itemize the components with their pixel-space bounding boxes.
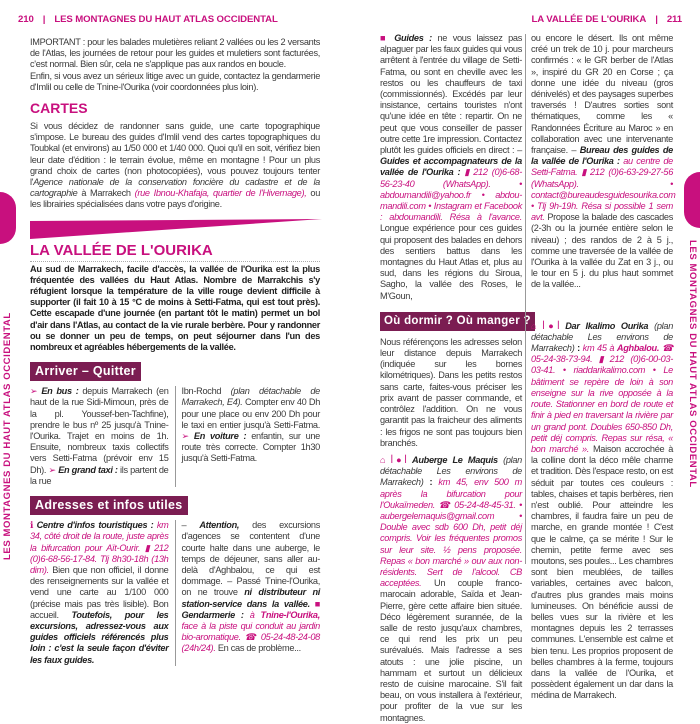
- text-run: ils partent de la rue: [30, 464, 169, 486]
- guides-col1: [380, 33, 522, 302]
- column-divider: [525, 34, 526, 564]
- bullet-icon: ➢: [48, 464, 59, 475]
- page-number-right: 211: [666, 14, 682, 25]
- arriver-heading: Arriver – Quitter: [30, 362, 141, 381]
- text-run: Auberge Le Maquis: [412, 454, 498, 465]
- text-run: Bien que non officiel, il donne des renseignements sur la vallée et vend une carte au 1/100 000 (précise mais pas très lisible). Bon accueil.: [30, 564, 169, 620]
- text-run: Maison accrochée à la colline dont la déco mêle charme et tradition. Dès l'espace resto, on est séduit par toutes ces couleurs : tables, chaises et tapis berbères, rien n'est oublié. Pour atteindre les chambres, il faudra faire un peu de marche, en grande montée ! C'est que le calme, ça se mérite ! Sur le chemin, petite ferme avec ses moutons, ses poules... Les chambres sont bien meublées, de tailles variables, certaines avec balcon, d'autres plus grandes mais moins lumineuses. On bénéficie aussi de belles vues sur la rivière et les montagnes depuis les 2 terrasses communes. L'ensemble est calme et bien tenu. Les proprios proposent de belles chambres à la ferme, toujours dans la vallée de l'Ourika, et possèdent également un dar dans la médina de Marrakech.: [531, 443, 673, 701]
- text-run: :: [423, 477, 439, 488]
- adresses-heading: Adresses et infos utiles: [30, 496, 188, 515]
- text-run: Compter env 40 Dh pour une place ou env 200 Dh pour le taxi en entier jusqu'à Setti-Fatma.: [181, 397, 320, 430]
- text-run: Nous référençons les adresses selon leur distance depuis Marrakech (indiquée sur les bornes kilométriques). Dans les petits restos sans carte, faites-vous préciser les prix avant de passer commande, et contrôlez l'addition. On ne vous garantit pas la fraicheur des aliments : les frigos ne sont pas toujours bien branchés.: [380, 336, 522, 448]
- text-run: Si vous décidez de randonner sans guide, une carte topographique s'impose. Le bureau des guides d'Imlil vend des cartes topographiques du Toubkal (et environs) au 1/50 000 et 1/40 000. Quoi qu'il en soit, vérifiez bien leur date d'édition : le terrain évolue, même en montagne ! Pour un plus grand choix de cartes (non photocopiées), vous pouvez toujours tenter l': [30, 121, 320, 188]
- text-run: (plan détachable Les environs de Marrakech): [380, 454, 522, 488]
- text-run: Gendarmerie :: [181, 609, 244, 620]
- guides-col2: [531, 33, 676, 291]
- text-run: Attention,: [199, 520, 240, 531]
- listing-auberge-le-maquis: [380, 455, 522, 724]
- text-run: km 45 à: [582, 343, 617, 354]
- text-run: Agence nationale de la conservation foncière du cadastre et de la cartographie: [30, 177, 320, 199]
- dormir-heading: Où dormir ? Où manger ?: [380, 312, 535, 331]
- bullet-icon: ⌂ ꟾ●ꟾ: [531, 320, 566, 331]
- text-run: ▮ 212 (0)6-68-56-23-40 (WhatsApp). • abdoumandili@yahoo.fr • abdou-mandili.com • Instagram et Facebook : abdoumandili. Résa à l'avance.: [380, 167, 522, 223]
- text-run: ou encore le désert. Ils ont même créé un trek de 10 j. pour marcheurs confirmés : « le GR berber de l'Atlas », inspiré du GR 20 en Corse ; ça donne une idée du niveau (gros dénivelés) et des paysages superbes traversés ! D'autres sorties sont thématiques, comme les « Randonnées Écriture au Maroc » en collaboration avec une intervenante française. –: [531, 33, 673, 156]
- text-run: Dar Ikalimo Ourika: [565, 320, 649, 331]
- text-run: Enfin, si vous avez un sérieux litige avec un guide, contactez la gendarmerie d'Imlil ou celle de Tnine-l'Ourika (voir coordonnées plus loin).: [30, 70, 320, 92]
- dotted-divider: [30, 261, 320, 262]
- running-header-right: LA VALLÉE DE L'OURIKA: [531, 14, 647, 25]
- column-divider: [175, 520, 176, 666]
- page-number-left: 210: [18, 14, 34, 25]
- cartes-text: [30, 121, 320, 211]
- bullet-icon: ➢: [30, 386, 42, 397]
- text-run: Tnine-l'Ourika,: [260, 609, 320, 620]
- thumb-tab-right: [684, 172, 700, 228]
- text-run: Propose la balade des cascades (2-3h ou la journée entière selon le niveau) ; des randos de 2 à 5 j., comme une traversée de la vallée de l'Ourika à la vallée du Zat en 3 j., ou le tour en 5 j. du plus haut sommet de la vallée...: [531, 212, 673, 290]
- cartes-heading: CARTES: [30, 100, 88, 117]
- text-run: (plan détachable Les environs de Marrakech): [531, 320, 673, 354]
- text-run: Longue expérience pour ces guides qui proposent des balades en dehors des sentiers battus dans les montagnes du Haut Atlas et, plus au sud, dans les régions du Siroua, Sagho, la vallée des Roses, le M'Goun,: [380, 223, 522, 301]
- text-run: (rue Ibnou-Khafaja, quartier de l'Hivernage),: [134, 188, 307, 199]
- text-run: Aghbalou.: [616, 343, 660, 354]
- text-run: En cas de problème...: [215, 643, 301, 654]
- intro-text: [30, 264, 320, 354]
- arriver-col1: [30, 386, 169, 487]
- running-header-left: LES MONTAGNES DU HAUT ATLAS OCCIDENTAL: [54, 14, 278, 25]
- text-run: depuis Marrakech (en haut de la rue Sidi-Mimoun, près de la pl. Youssef-ben-Tachfine), prendre le bus nº 25 jusqu'à Tnine-l'Ourika. Trajet en moins de 1h. Ensuite, nombreux taxis collectifs vers Setti-Fatma (prévoir env 15 Dh).: [30, 386, 169, 475]
- adresses-columns: [30, 520, 320, 666]
- text-run: (plan détachable de Marrakech, E4).: [181, 386, 320, 408]
- right-col2: [531, 33, 676, 702]
- text-run: km 45, env 500 m après la bifurcation pour l'Oukaïmeden. ☎ 05-24-48-45-31. • aubergelemaquis@gmail.com • Double avec sdb 600 Dh, petit déj compris. Voir les fréquentes promos sur leur site. ½ pens proposée. Repas « bon marché » ouv aux non-résidents. Sert de l'alcool. CB acceptées.: [380, 477, 523, 589]
- header-separator: |: [655, 14, 658, 25]
- text-run: à: [243, 609, 261, 620]
- text-run: Bureau des guides de la vallée de l'Ourika :: [531, 145, 673, 167]
- text-run: à Marrakech: [77, 188, 135, 199]
- text-run: En bus :: [41, 386, 79, 397]
- running-header-left-row: [18, 14, 278, 25]
- text-run: Guides :: [394, 33, 432, 43]
- left-page-content: [30, 37, 320, 666]
- text-run: km 34, côté droit de la route, juste après la bifurcation pour Aït-Ourir. ▮ 212 (0)6-68-56-17-84. Tlj 8h30-18h (13h dim).: [30, 520, 169, 575]
- arriver-col2: [182, 386, 321, 487]
- adresses-col2: [182, 520, 321, 666]
- right-col1: [380, 33, 531, 724]
- text-run: enfantin, sur une route très correcte. Compter 1h30 jusqu'à Setti-Fatma.: [181, 431, 320, 464]
- running-header-right-row: [531, 14, 682, 25]
- column-divider: [175, 386, 176, 487]
- text-run: Centre d'infos touristiques :: [36, 520, 154, 531]
- text-run: Guides et accompagnateurs de la vallée de l'Ourika :: [380, 156, 522, 178]
- side-label-left: LES MONTAGNES DU HAUT ATLAS OCCIDENTAL: [2, 312, 13, 560]
- text-run: ni distributeur ni station-service dans la vallée.: [181, 587, 321, 609]
- text-run: :: [574, 343, 583, 354]
- side-label-right: LES MONTAGNES DU HAUT ATLAS OCCIDENTAL: [687, 240, 698, 488]
- dormir-col1: [380, 337, 522, 724]
- header-separator: |: [42, 14, 46, 25]
- thumb-tab-left: [0, 192, 16, 244]
- text-run: En voiture :: [193, 431, 247, 442]
- bullet-icon: ⌂ ꟾ●ꟾ: [380, 454, 413, 465]
- text-run: des excursions d'agences se contentent d'une courte halte dans une auberge, le temps de déjeuner, sans aller au-delà d'Aghbalou, ce qui est dommage. – Passé Tnine-l'Ourika, on ne trouve: [181, 520, 320, 598]
- text-run: Toutefois, pour les excursions, adressez-vous aux guides officiels référencés plus loin : c'est la seule façon d'éviter les faux guides.: [30, 609, 169, 665]
- important-note: [30, 37, 320, 93]
- adresses-col1: [30, 520, 169, 666]
- bullet-icon: ■: [309, 598, 320, 609]
- listing-dar-ikalimo: [531, 321, 673, 702]
- arriver-columns: [30, 386, 320, 487]
- bullet-icon: ℹ: [30, 520, 37, 531]
- text-run: Ibn-Rochd: [181, 386, 231, 397]
- text-run: ne vous laissez pas alpaguer par les faux guides qui vous arrêtent à l'entrée du village de Setti-Fatma, ou sont en cheville avec les restos ou les chauffeurs de taxi (commissionnés). Excédés par leur insistance, certains touristes n'ont qu'une idée en tête : repartir. On ne peut que vous conseiller de passer outre cette 1re impression. Contactez plutôt les guides officiels en direct : –: [380, 33, 522, 156]
- text-run: Un couple franco-marocain adorable, Saïda et Jean-Pierre, gère cette affaire bien située. Déco légèrement surannée, de la salle de resto jusqu'aux chambres, ce qui rend les prix un peu surévalués. Mais l'adresse a ses atouts : une jolie piscine, un hammam et surtout un délicieux resto de cuisine marocaine. S'il fait beau, on vous installera à l'extérieur, pour profiter de la vue sur les montagnes.: [380, 578, 522, 723]
- text-run: En grand taxi :: [58, 464, 118, 475]
- text-run: ☎ 05-24-38-73-94. ▮ 212 (0)6-00-03-03-41. • riaddarikalimo.com • Le bâtiment se repère de loin à son enseigne sur la rive opposée à la route. Stationner en bord de route et finir à pied en traversant la rivière par un grand pont. Doubles 650-850 Dh, petit déj compris. Repas sur résa, « bon marché ».: [531, 343, 673, 454]
- section-title: LA VALLÉE DE L'OURIKA: [30, 241, 213, 259]
- bullet-icon: ➢: [181, 431, 194, 442]
- text-run: ou les librairies spécialisées dans votre pays d'origine.: [30, 188, 320, 210]
- text-run: IMPORTANT : pour les balades muletières reliant 2 vallées ou les 2 versants de l'Atlas, les journées de retour pour les guides et muletiers sont facturées, c'est normal. Bien sûr, cela ne s'applique pas aux randos en boucle.: [30, 37, 320, 70]
- text-run: –: [181, 520, 200, 531]
- text-run: Au sud de Marrakech, facile d'accès, la vallée de l'Ourika est la plus fréquentée des vallées du Haut Atlas. Nombre de Marrakchis s'y réfugient lorsque la température de la ville rouge devient difficile à supporter (il fait 10 à 15 °C de moins à Setti-Fatma, qui est tout près). Cette escapade d'une journée (en partant tôt le matin) permet un bol d'air dans l'Atlas, au contact de la vie rurale berbère. Pour y randonner ou se donner un peu de temps, on peut séjourner dans l'un des nombreux et agréables hébergements de la vallée.: [30, 263, 320, 353]
- section-banner: [30, 219, 322, 239]
- text-run: au centre de Setti-Fatma. ▮ 212 (0)6-63-29-27-56 (WhatsApp). • contact@bureaudesguidesourika.com • Tlj 9h-19h. Résa si possible 1 sem avt.: [531, 156, 676, 223]
- text-run: face à la piste qui conduit au jardin bio-aromatique. ☎ 05-24-48-24-08 (24h/24).: [181, 620, 320, 654]
- bullet-icon: ■: [380, 33, 395, 43]
